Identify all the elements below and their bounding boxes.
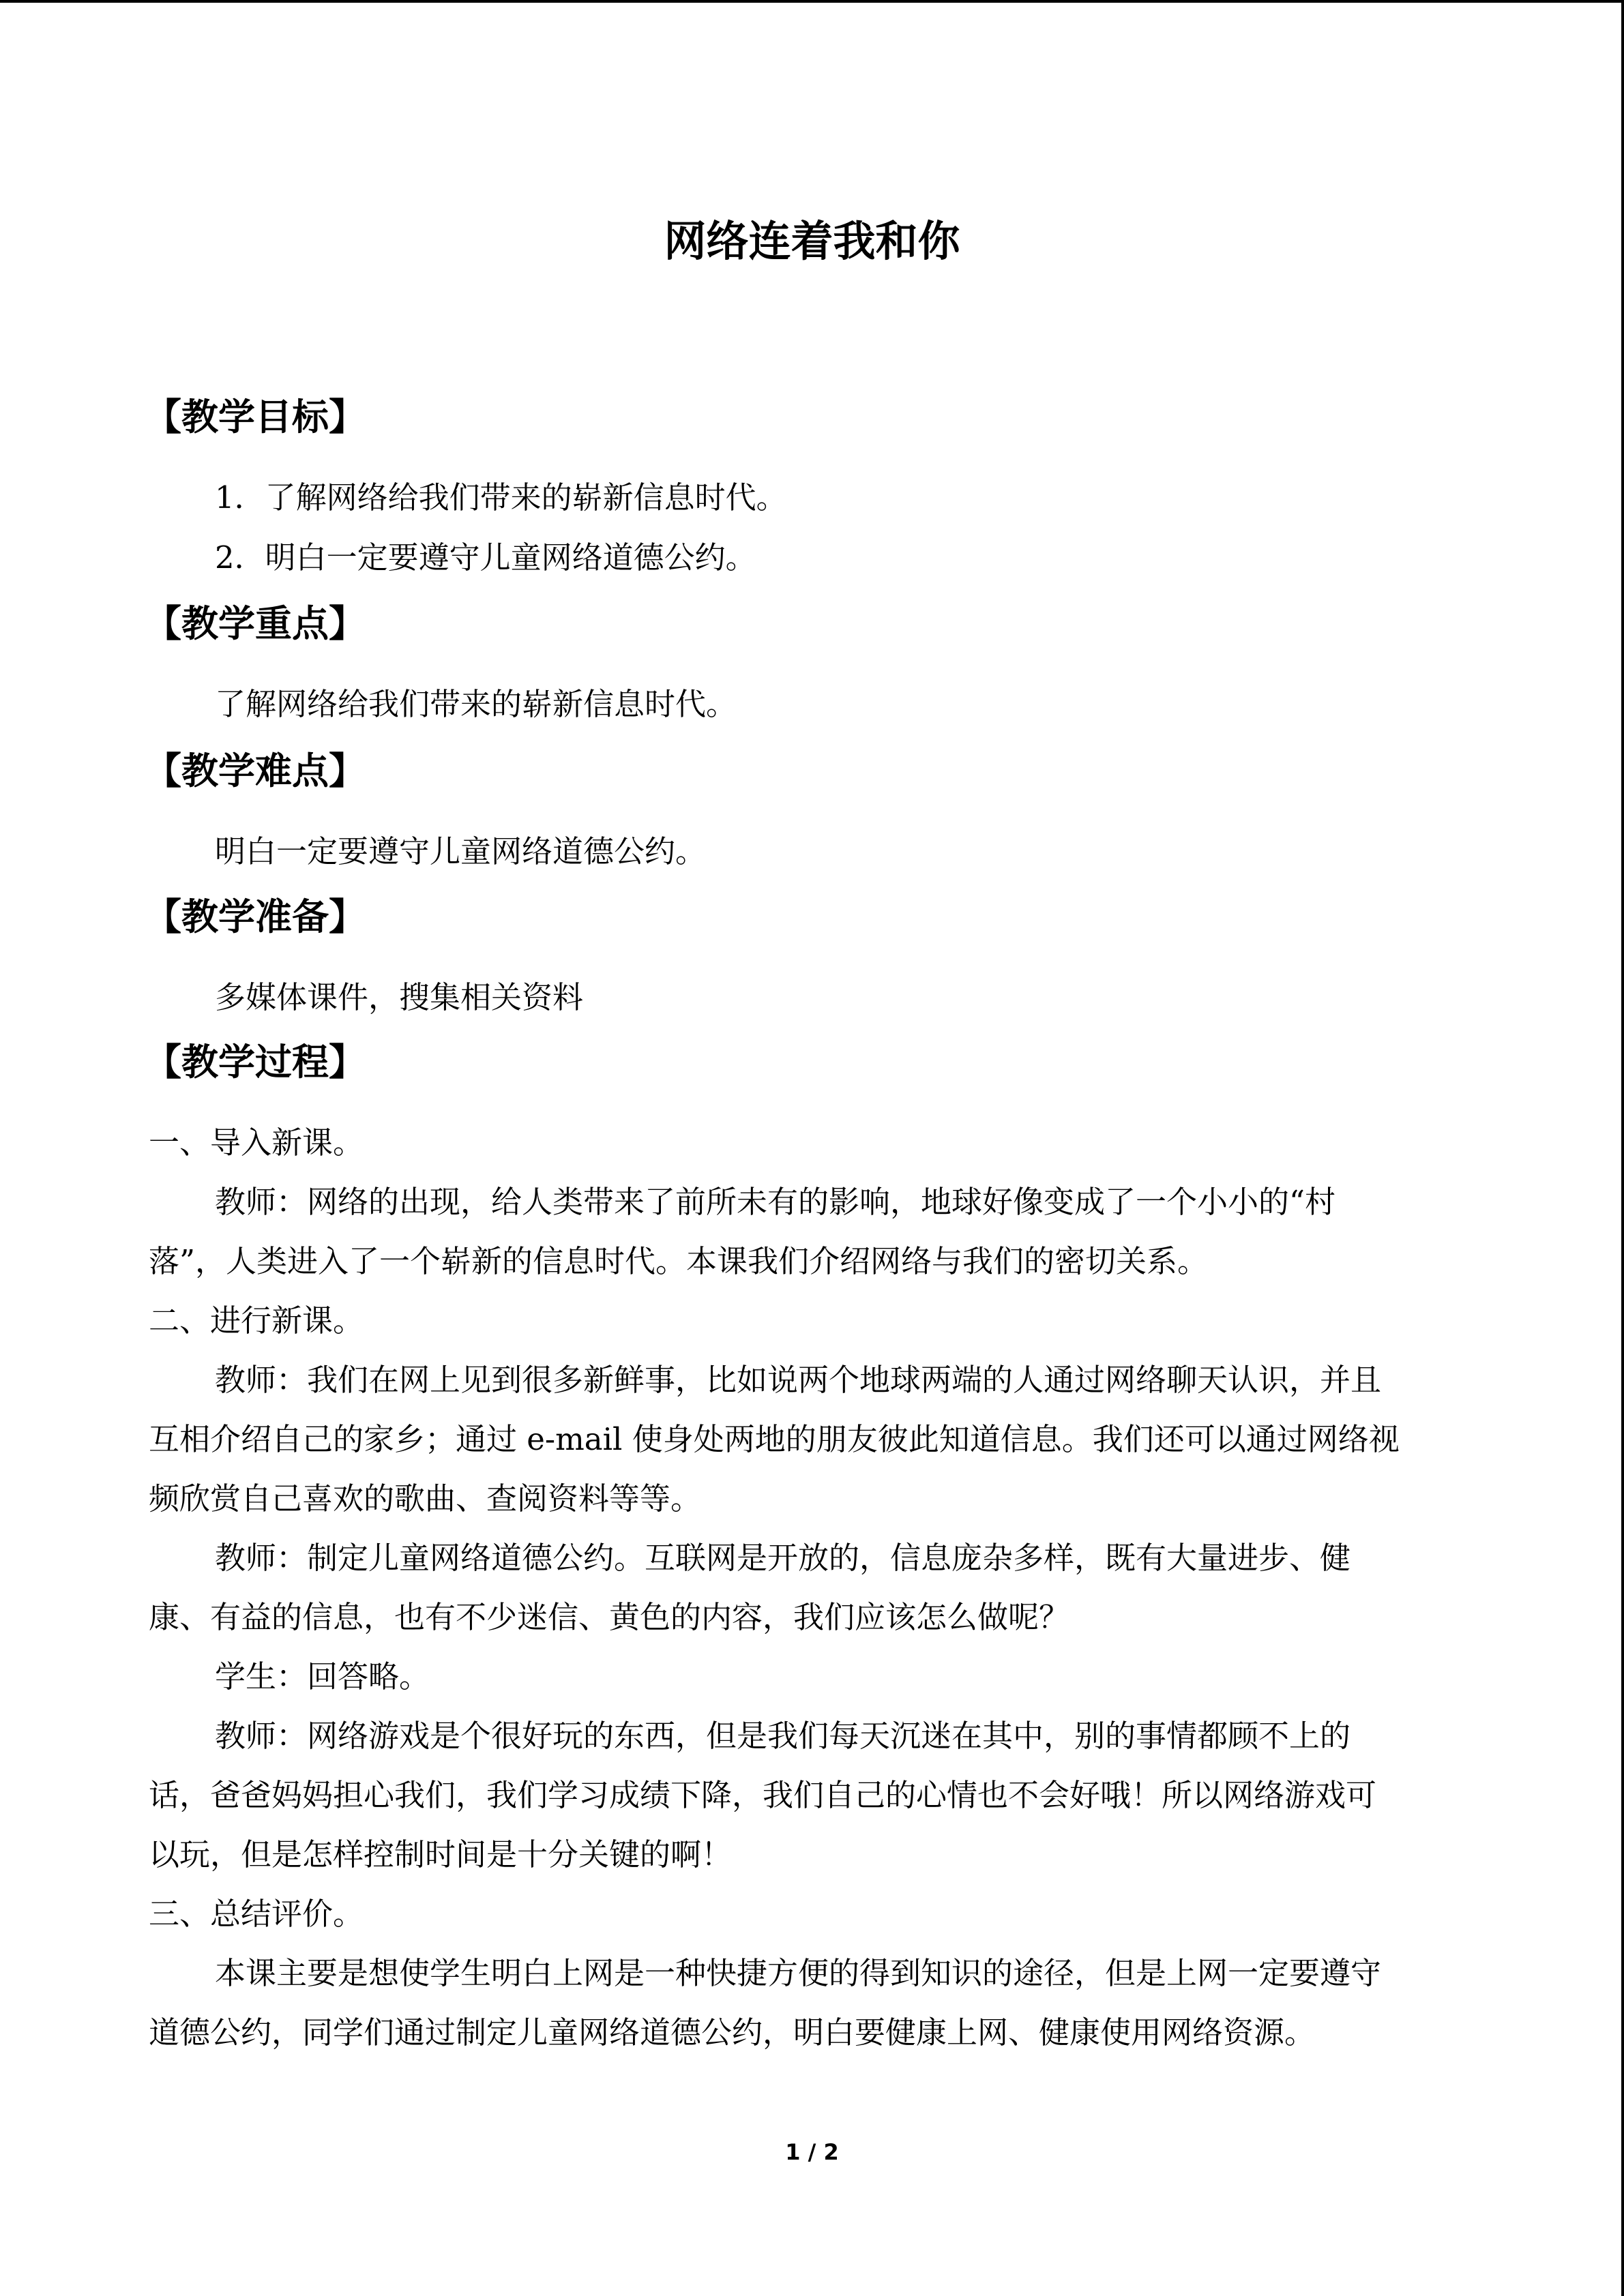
section-heading-difficulties: 【教学难点】: [145, 749, 366, 792]
section-heading-key-points: 【教学重点】: [145, 601, 366, 645]
process-line: 一、导入新课。: [149, 1124, 364, 1161]
process-line: 以玩，但是怎样控制时间是十分关键的啊！: [149, 1836, 733, 1873]
preparation-text: 多媒体课件，搜集相关资料: [215, 979, 584, 1015]
process-line: 教师：我们在网上见到很多新鲜事，比如说两个地球两端的人通过网络聊天认识，并且: [215, 1362, 1382, 1398]
key-points-text: 了解网络给我们带来的崭新信息时代。: [215, 686, 737, 722]
section-heading-goals: 【教学目标】: [145, 395, 366, 438]
goal-item-1: 1．了解网络给我们带来的崭新信息时代。: [215, 479, 787, 516]
section-heading-preparation: 【教学准备】: [145, 895, 366, 938]
process-line: 教师：网络游戏是个很好玩的东西，但是我们每天沉迷在其中，别的事情都顾不上的: [215, 1718, 1351, 1754]
process-line: 频欣赏自己喜欢的歌曲、查阅资料等等。: [149, 1480, 702, 1517]
goal-item-2: 2．明白一定要遵守儿童网络道德公约。: [215, 539, 756, 576]
process-line: 二、进行新课。: [149, 1302, 364, 1339]
process-line: 本课主要是想使学生明白上网是一种快捷方便的得到知识的途径，但是上网一定要遵守: [215, 1955, 1382, 1991]
process-line: 话，爸爸妈妈担心我们，我们学习成绩下降，我们自己的心情也不会好哦！所以网络游戏可: [149, 1777, 1377, 1813]
page-number: 1 / 2: [785, 2139, 839, 2165]
process-line: 落”，人类进入了一个崭新的信息时代。本课我们介绍网络与我们的密切关系。: [149, 1243, 1209, 1279]
section-heading-process: 【教学过程】: [145, 1040, 366, 1084]
process-line: 康、有益的信息，也有不少迷信、黄色的内容，我们应该怎么做呢？: [149, 1599, 1070, 1635]
document-title: 网络连着我和你: [664, 216, 960, 266]
process-line: 教师：制定儿童网络道德公约。互联网是开放的，信息庞杂多样，既有大量进步、健: [215, 1540, 1351, 1576]
process-line: 教师：网络的出现，给人类带来了前所未有的影响，地球好像变成了一个小小的“村: [215, 1184, 1336, 1220]
process-line: 三、总结评价。: [149, 1896, 364, 1932]
process-line: 道德公约，同学们通过制定儿童网络道德公约，明白要健康上网、健康使用网络资源。: [149, 2014, 1316, 2051]
difficulties-text: 明白一定要遵守儿童网络道德公约。: [215, 833, 707, 869]
process-line: 学生：回答略。: [215, 1658, 430, 1695]
process-line: 互相介绍自己的家乡；通过 e-mail 使身处两地的朋友彼此知道信息。我们还可以通过网络视: [149, 1421, 1400, 1457]
